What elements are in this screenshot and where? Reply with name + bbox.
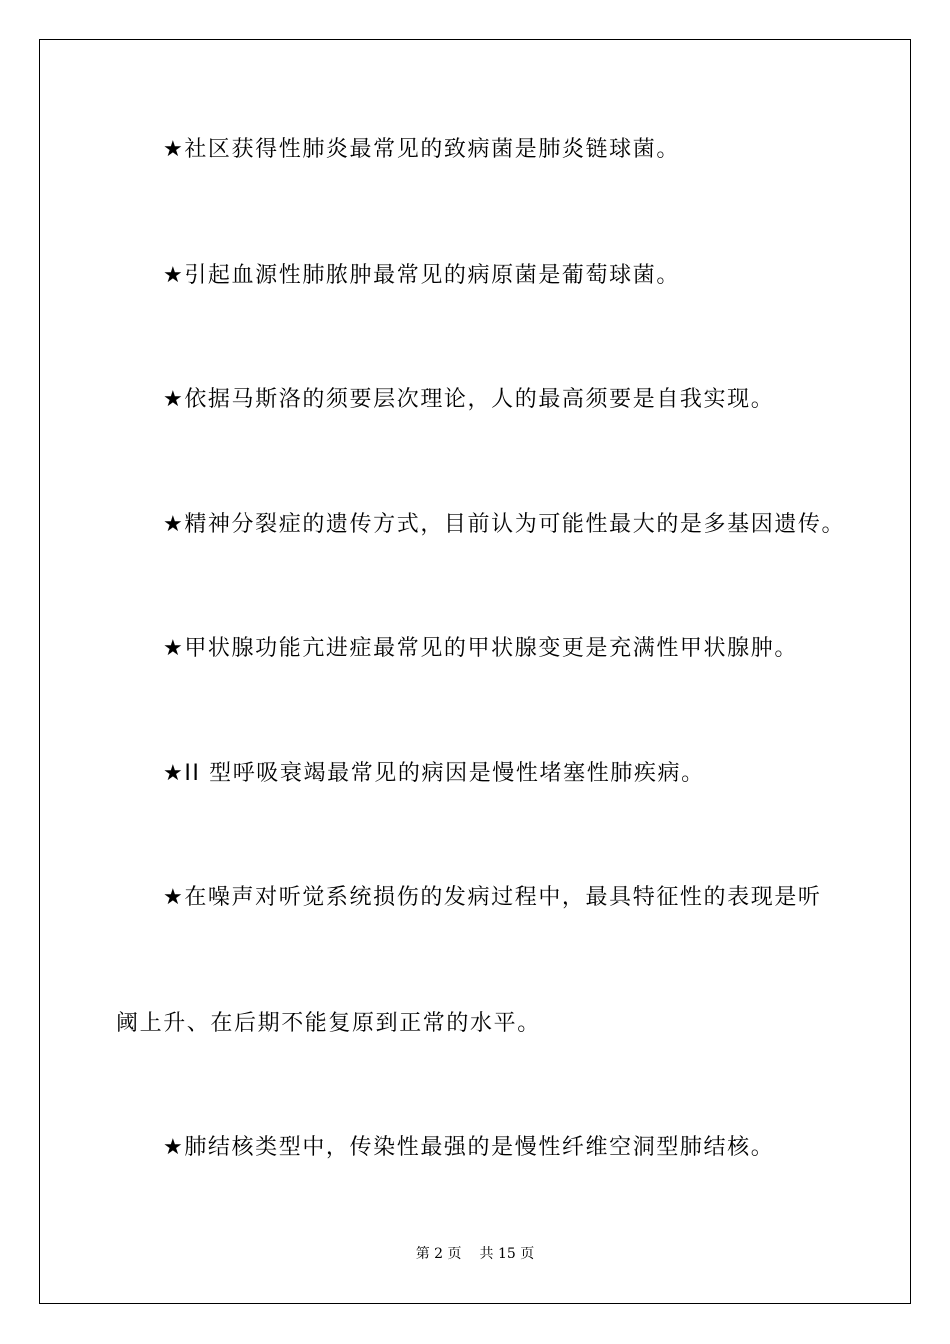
paragraph-maslow-needs: ★依据马斯洛的须要层次理论，人的最高须要是自我实现。: [163, 387, 775, 412]
page-footer: [0, 1245, 950, 1263]
paragraph-schizophrenia-inheritance: ★精神分裂症的遗传方式，目前认为可能性最大的是多基因遗传。: [163, 512, 846, 537]
paragraph-tuberculosis-infectivity: ★肺结核类型中，传染性最强的是慢性纤维空洞型肺结核。: [163, 1135, 775, 1160]
paragraph-noise-hearing-damage: ★在噪声对听觉系统损伤的发病过程中，最具特征性的表现是听: [163, 885, 822, 910]
paragraph-noise-hearing-damage-continued: 阈上升、在后期不能复原到正常的水平。: [116, 1011, 541, 1036]
page-number: 第 2 页: [415, 1246, 462, 1262]
paragraph-pneumonia-pathogen: ★社区获得性肺炎最常见的致病菌是肺炎链球菌。: [163, 137, 680, 162]
total-pages: 共 15 页: [479, 1246, 535, 1262]
paragraph-respiratory-failure-cause: ★II 型呼吸衰竭最常见的病因是慢性堵塞性肺疾病。: [163, 761, 705, 786]
paragraph-lung-abscess-pathogen: ★引起血源性肺脓肿最常见的病原菌是葡萄球菌。: [163, 263, 680, 288]
page-border: [39, 39, 911, 1304]
paragraph-hyperthyroidism-goiter: ★甲状腺功能亢进症最常见的甲状腺变更是充满性甲状腺肿。: [163, 636, 798, 661]
